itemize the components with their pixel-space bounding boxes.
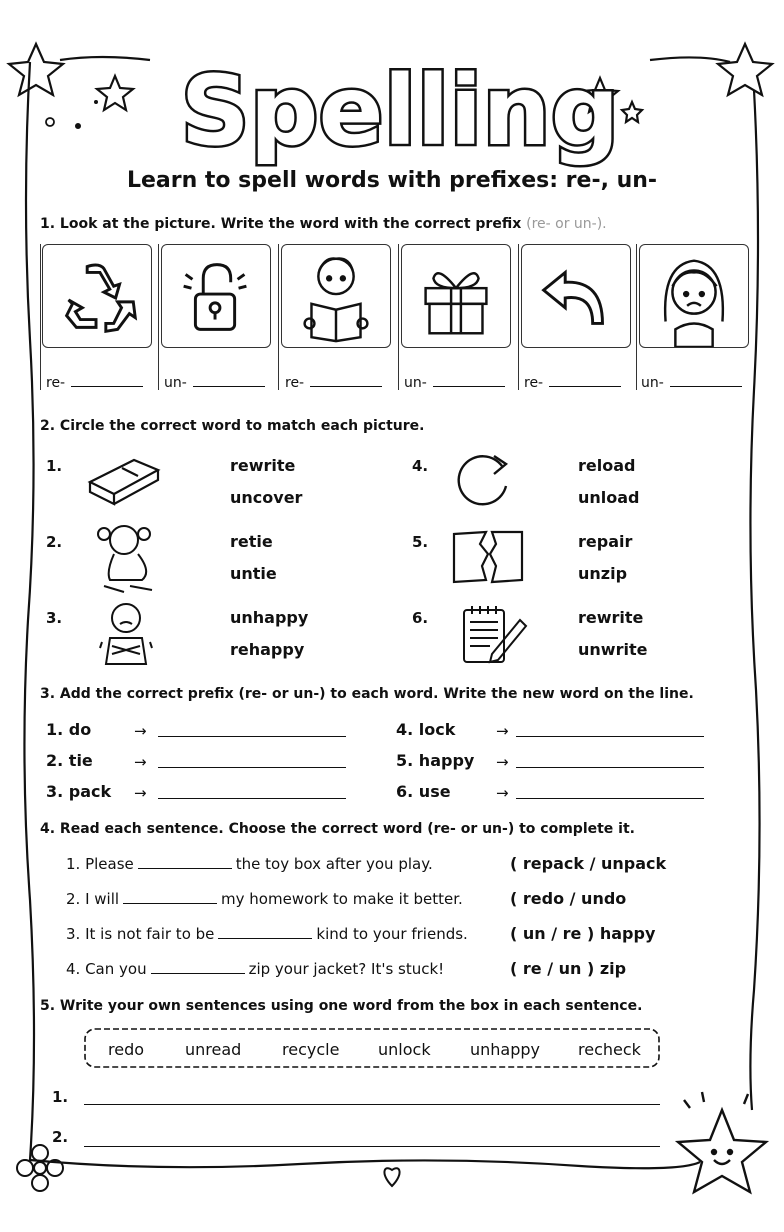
sentence xyxy=(66,960,444,978)
answer-blank[interactable] xyxy=(433,374,505,387)
base-word: use xyxy=(418,782,451,801)
word-choice[interactable]: reload xyxy=(578,456,636,475)
sentence-start: 4. Can you xyxy=(66,960,147,978)
word-item xyxy=(46,751,93,770)
subtitle: Learn to spell words with prefixes: re-, un- xyxy=(126,168,658,193)
smiling-star-icon xyxy=(678,1092,766,1192)
sentence-start: 1. Please xyxy=(66,855,134,873)
item-number: 2. xyxy=(46,751,64,770)
item-number: 6. xyxy=(412,609,429,627)
word-item xyxy=(396,751,474,770)
base-word: lock xyxy=(418,720,456,739)
heart-icon xyxy=(384,1168,399,1186)
answer-line[interactable] xyxy=(158,767,346,768)
section5-heading: 5. Write your own sentences using one word from the box in each sentence. xyxy=(40,998,643,1014)
section3-heading: 3. Add the correct prefix (re- or un-) to each word. Write the new word on the line. xyxy=(40,686,694,702)
reload-arrow-icon xyxy=(450,446,516,512)
answer-line[interactable] xyxy=(516,798,704,799)
word-options[interactable]: ( redo / undo xyxy=(510,889,627,908)
eraser-icon xyxy=(84,446,164,506)
torn-paper-icon xyxy=(450,528,526,586)
word-choice[interactable]: rehappy xyxy=(230,640,305,659)
prefix-write-line xyxy=(164,374,265,391)
word-choice[interactable]: repair xyxy=(578,532,633,551)
word-choice[interactable]: retie xyxy=(230,532,273,551)
prefix-label: re- xyxy=(46,375,66,391)
word-box-item: unhappy xyxy=(470,1040,541,1059)
word-choice[interactable]: unhappy xyxy=(230,608,309,627)
divider xyxy=(278,244,279,390)
sentence xyxy=(66,890,463,908)
answer-line[interactable] xyxy=(516,767,704,768)
answer-blank[interactable] xyxy=(138,856,232,869)
sentence-start: 2. I will xyxy=(66,890,120,908)
item-number: 3. xyxy=(46,609,63,627)
arrow-icon: → xyxy=(134,722,147,740)
prefix-label: un- xyxy=(641,375,664,391)
word-box-item: recycle xyxy=(282,1040,340,1059)
word-box-item: redo xyxy=(108,1040,145,1059)
prefix-write-line xyxy=(524,374,621,391)
word-choice[interactable]: untie xyxy=(230,564,277,583)
item-number: 3. xyxy=(46,782,64,801)
arrow-icon: → xyxy=(496,753,509,771)
upset-boy-icon xyxy=(98,598,154,668)
answer-blank[interactable] xyxy=(310,374,382,387)
word-choice[interactable]: unzip xyxy=(578,564,628,583)
base-word: do xyxy=(68,720,92,739)
word-choice[interactable]: rewrite xyxy=(230,456,296,475)
answer-line[interactable] xyxy=(158,798,346,799)
answer-blank[interactable] xyxy=(670,374,742,387)
word-choice[interactable]: unwrite xyxy=(578,640,648,659)
item-number: 5. xyxy=(396,751,414,770)
divider xyxy=(398,244,399,390)
word-item xyxy=(396,720,455,739)
item-number: 6. xyxy=(396,782,414,801)
answer-blank[interactable] xyxy=(151,961,245,974)
sentence-end: my homework to make it better. xyxy=(221,890,463,908)
sentence-end: the toy box after you play. xyxy=(235,855,433,873)
line-number: 1. xyxy=(52,1088,69,1106)
word-box-item: recheck xyxy=(578,1040,641,1059)
word-item xyxy=(46,720,91,739)
prefix-label: re- xyxy=(285,375,305,391)
sentence-start: 3. It is not fair to be xyxy=(66,925,215,943)
word-choice[interactable]: rewrite xyxy=(578,608,644,627)
word-item xyxy=(46,782,111,801)
sentence-end: zip your jacket? It's stuck! xyxy=(248,960,445,978)
prefix-write-line xyxy=(404,374,505,391)
word-box-item: unlock xyxy=(378,1040,431,1059)
section1-heading-hint: (re- or un-). xyxy=(526,216,607,232)
page-title xyxy=(150,52,650,172)
unlocked-padlock-icon xyxy=(161,244,271,348)
notepad-pencil-icon xyxy=(460,604,530,664)
gift-box-icon xyxy=(401,244,511,348)
flower-icon xyxy=(17,1145,63,1191)
item-number: 5. xyxy=(412,533,429,551)
word-item xyxy=(396,782,451,801)
sentence-end: kind to your friends. xyxy=(316,925,468,943)
prefix-label: un- xyxy=(164,375,187,391)
prefix-label: re- xyxy=(524,375,544,391)
base-word: pack xyxy=(68,782,112,801)
word-box-item: unread xyxy=(185,1040,242,1059)
divider xyxy=(158,244,159,390)
item-number: 1. xyxy=(46,720,64,739)
sentence xyxy=(66,925,468,943)
arrow-icon: → xyxy=(496,784,509,802)
item-number: 4. xyxy=(412,457,429,475)
sentence xyxy=(66,855,433,873)
answer-line[interactable] xyxy=(158,736,346,737)
answer-blank[interactable] xyxy=(193,374,265,387)
divider xyxy=(518,244,519,390)
boy-reading-book-icon xyxy=(281,244,391,348)
prefix-write-line xyxy=(46,374,143,391)
base-word: happy xyxy=(418,751,475,770)
return-arrow-icon xyxy=(521,244,631,348)
sentence-write-line[interactable] xyxy=(84,1146,660,1147)
answer-blank[interactable] xyxy=(71,374,143,387)
sad-girl-icon xyxy=(639,244,749,348)
arrow-icon: → xyxy=(134,753,147,771)
section1-heading-text: 1. Look at the picture. Write the word with the correct prefix xyxy=(40,216,527,232)
base-word: tie xyxy=(68,751,93,770)
word-choice[interactable]: unload xyxy=(578,488,640,507)
answer-line[interactable] xyxy=(516,736,704,737)
word-choice[interactable]: uncover xyxy=(230,488,303,507)
prefix-write-line xyxy=(641,374,742,391)
arrow-icon: → xyxy=(496,722,509,740)
section2-heading: 2. Circle the correct word to match each picture. xyxy=(40,418,425,434)
title-text: Spelling xyxy=(180,55,620,167)
sentence-write-line[interactable] xyxy=(84,1104,660,1105)
prefix-label: un- xyxy=(404,375,427,391)
prefix-write-line xyxy=(285,374,382,391)
divider xyxy=(636,244,637,390)
word-options[interactable]: ( re / un ) zip xyxy=(510,959,627,978)
girl-tying-shoes-icon xyxy=(94,518,160,596)
recycle-icon xyxy=(42,244,152,348)
item-number: 1. xyxy=(46,457,63,475)
arrow-icon: → xyxy=(134,784,147,802)
section4-heading: 4. Read each sentence. Choose the correct word (re- or un-) to complete it. xyxy=(40,821,635,837)
word-options[interactable]: ( un / re ) happy xyxy=(510,924,656,943)
answer-blank[interactable] xyxy=(218,926,312,939)
item-number: 2. xyxy=(46,533,63,551)
word-options[interactable]: ( repack / unpack xyxy=(510,854,667,873)
line-number: 2. xyxy=(52,1128,69,1146)
answer-blank[interactable] xyxy=(549,374,621,387)
section1-heading xyxy=(40,216,607,232)
divider xyxy=(40,244,41,390)
item-number: 4. xyxy=(396,720,414,739)
answer-blank[interactable] xyxy=(123,891,217,904)
word-box xyxy=(84,1028,660,1068)
